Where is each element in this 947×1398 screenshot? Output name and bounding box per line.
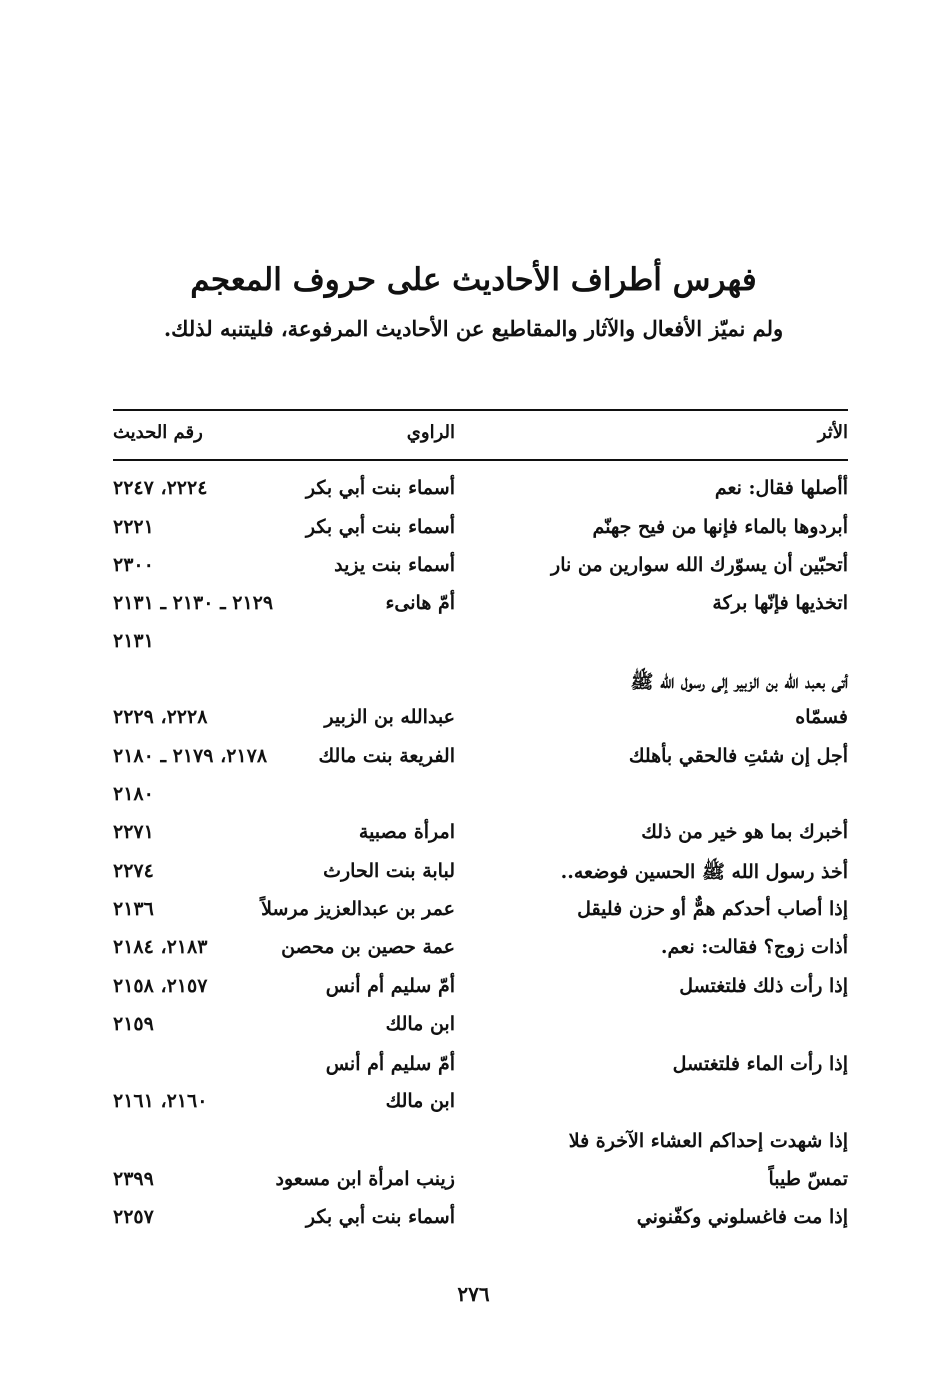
table-header-rule bbox=[113, 459, 848, 461]
table-row bbox=[0, 898, 947, 934]
rawi-cell: أسماء بنت أبي بكر bbox=[305, 477, 455, 499]
athar-cell: أذات زوج؟ فقالت: نعم. bbox=[660, 936, 848, 958]
raqm-cell: ٢١٧٨، ٢١٧٩ ـ ٢١٨٠ bbox=[113, 745, 268, 767]
raqm-cell: ٢٢٧٤ bbox=[113, 860, 154, 882]
rawi-cell: امرأة مصبية bbox=[358, 821, 455, 843]
raqm-cell: ٢١٣٦ bbox=[113, 898, 154, 920]
rawi-cell: أمّ سليم أم أنس bbox=[325, 975, 455, 997]
header-athar: الأثر bbox=[817, 422, 848, 443]
page-subtitle: ولم نميّز الأفعال والآثار والمقاطيع عن الأحاديث المرفوعة، فليتنبه لذلك. bbox=[163, 316, 784, 341]
table-row bbox=[0, 592, 947, 628]
raqm-cell: ٢١٨٣، ٢١٨٤ bbox=[113, 936, 208, 958]
rawi-cell: الفريعة بنت مالك bbox=[318, 745, 455, 767]
rawi-cell: ابن مالك bbox=[385, 1013, 455, 1035]
raqm-cell: ٢٣٠٠ bbox=[113, 554, 154, 576]
rawi-cell: أمّ سليم أم أنس bbox=[325, 1053, 455, 1075]
athar-cell: أأصلها فقال: نعم bbox=[714, 477, 848, 499]
header-rawi: الراوي bbox=[406, 422, 455, 443]
table-row bbox=[0, 1013, 947, 1049]
table-row bbox=[0, 1168, 947, 1204]
athar-cell: إذا شهدت إحداكم العشاء الآخرة فلا bbox=[568, 1130, 848, 1152]
raqm-cell: ٢١٥٧، ٢١٥٨ bbox=[113, 975, 208, 997]
table-row bbox=[0, 1206, 947, 1242]
athar-cell: إذا رأت الماء فلتغتسل bbox=[672, 1053, 848, 1075]
athar-cell: أتحبّين أن يسوّرك الله سوارين من نار bbox=[551, 554, 848, 576]
raqm-cell: ٢١٥٩ bbox=[113, 1013, 154, 1035]
athar-cell: اتخذيها فإنّها بركة bbox=[712, 592, 848, 614]
athar-cell: فسمّاه bbox=[795, 706, 848, 728]
raqm-cell: ٢٢٢٨، ٢٢٢٩ bbox=[113, 706, 208, 728]
athar-cell: إذا رأت ذلك فلتغتسل bbox=[679, 975, 848, 997]
table-row bbox=[0, 1130, 947, 1166]
page-title: فهرس أطراف الأحاديث على حروف المعجم bbox=[190, 262, 757, 298]
raqm-cell: ٢٢٥٧ bbox=[113, 1206, 154, 1228]
table-row bbox=[0, 477, 947, 513]
raqm-cell: ٢١٣١ bbox=[113, 630, 154, 652]
raqm-cell: ٢١٢٩ ـ ٢١٣٠ ـ ٢١٣١ bbox=[113, 592, 274, 614]
rawi-cell: عمة حصين بن محصن bbox=[281, 936, 455, 958]
athar-cell: أجل إن شئتِ فالحقي بأهلك bbox=[628, 745, 848, 767]
rawi-cell: عمر بن عبدالعزيز مرسلاً bbox=[261, 898, 455, 920]
raqm-cell: ٢١٦٠، ٢١٦١ bbox=[113, 1090, 208, 1112]
table-top-rule bbox=[113, 409, 848, 411]
athar-cell: إذا مت فاغسلوني وكفّنوني bbox=[636, 1206, 848, 1228]
rawi-cell: أسماء بنت أبي بكر bbox=[305, 1206, 455, 1228]
header-raqm: رقم الحديث bbox=[113, 422, 203, 443]
athar-cell: أتى بعبد الله بن الزبير إلى رسول الله ﷺ bbox=[630, 671, 848, 693]
rawi-cell: لبابة بنت الحارث bbox=[323, 860, 455, 882]
athar-cell: أخبرك بما هو خير من ذلك bbox=[641, 821, 848, 843]
table-row bbox=[0, 783, 947, 819]
table-row bbox=[0, 936, 947, 972]
athar-cell: تمسّ طيباً bbox=[768, 1168, 848, 1190]
table-row bbox=[0, 670, 947, 706]
table-row bbox=[0, 745, 947, 781]
table-row bbox=[0, 630, 947, 666]
raqm-cell: ٢٢٢١ bbox=[113, 516, 154, 538]
table-row bbox=[0, 516, 947, 552]
rawi-cell: أمّ هانىء bbox=[385, 592, 455, 614]
raqm-cell: ٢١٨٠ bbox=[113, 783, 154, 805]
table-row bbox=[0, 1053, 947, 1089]
athar-cell: إذا أصاب أحدكم همٌّ أو حزن فليقل bbox=[577, 898, 848, 920]
rawi-cell: أسماء بنت أبي بكر bbox=[305, 516, 455, 538]
table-row bbox=[0, 554, 947, 590]
rawi-cell: زينب امرأة ابن مسعود bbox=[275, 1168, 455, 1190]
table-row bbox=[0, 860, 947, 896]
page-number: ٢٧٦ bbox=[457, 1282, 490, 1306]
raqm-cell: ٢٢٧١ bbox=[113, 821, 154, 843]
rawi-cell: ابن مالك bbox=[385, 1090, 455, 1112]
rawi-cell: أسماء بنت يزيد bbox=[334, 554, 455, 576]
athar-cell: أخذ رسول الله ﷺ الحسين فوضعه.. bbox=[560, 861, 848, 883]
athar-cell: أبردوها بالماء فإنها من فيح جهنّم bbox=[592, 516, 848, 538]
raqm-cell: ٢٣٩٩ bbox=[113, 1168, 154, 1190]
table-row bbox=[0, 1090, 947, 1126]
table-row bbox=[0, 706, 947, 742]
table-row bbox=[0, 975, 947, 1011]
table-row bbox=[0, 821, 947, 857]
raqm-cell: ٢٢٢٤، ٢٢٤٧ bbox=[113, 477, 208, 499]
rawi-cell: عبدالله بن الزبير bbox=[324, 706, 455, 728]
